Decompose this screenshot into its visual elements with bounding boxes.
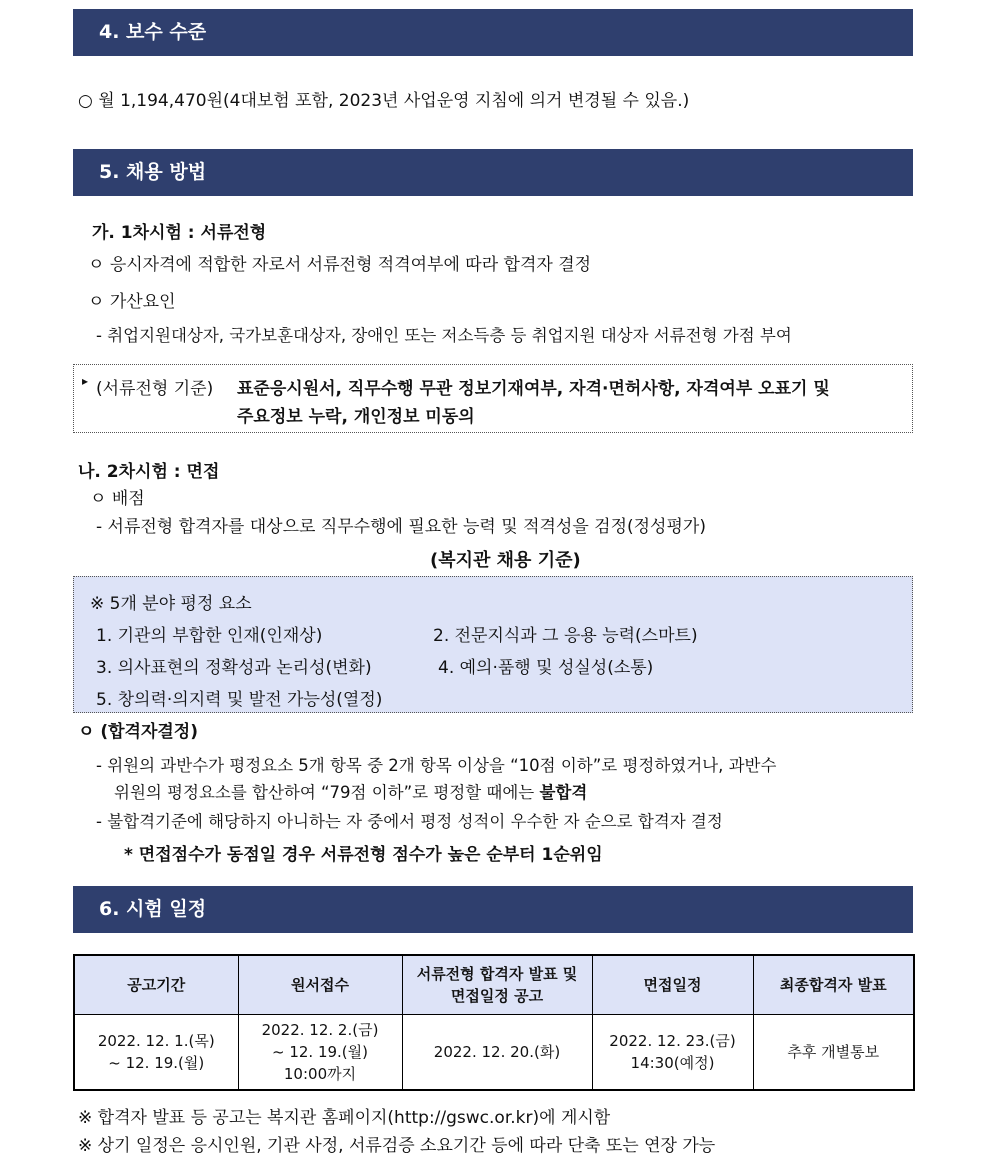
header-document-result: 서류전형 합격자 발표 및 면접일정 공고 (402, 955, 592, 1015)
criteria-line-2: 주요정보 누락, 개인정보 미동의 (237, 407, 475, 427)
cell-document-result: 2022. 12. 20.(화) (402, 1015, 592, 1091)
document-criteria-box (73, 364, 913, 433)
criteria-line-1: 표준응시원서, 직무수행 무관 정보기재여부, 자격·면허사항, 자격여부 오표기 및 (237, 379, 830, 399)
schedule-note-2: ※ 상기 일정은 응시인원, 기관 사정, 서류검증 소요기간 등에 따라 단축 또는 연장 가능 (78, 1136, 716, 1156)
criteria-item-2: 2. 전문지식과 그 응용 능력(스마트) (433, 626, 698, 646)
second-exam-line-1: ㅇ 배점 (90, 489, 145, 509)
pass-line-3: - 불합격기준에 해당하지 아니하는 자 중에서 평정 성적이 우수한 자 순으로 합격자 결정 (96, 812, 723, 831)
salary-line: ○ 월 1,194,470원(4대보험 포함, 2023년 사업운영 지침에 의거 변경될 수 있음.) (78, 91, 690, 111)
schedule-table (73, 954, 915, 1091)
cell-final-result: 추후 개별통보 (753, 1015, 914, 1091)
pass-line-2-text: 위원의 평정요소를 합산하여 “79점 이하”로 평정할 때에는 (114, 783, 540, 802)
fail-label: 불합격 (539, 783, 588, 802)
header-final-result: 최종합격자 발표 (753, 955, 914, 1015)
header-announcement-period: 공고기간 (74, 955, 238, 1015)
criteria-header: ※ 5개 분야 평정 요소 (90, 594, 252, 614)
criteria-item-1: 1. 기관의 부합한 인재(인재상) (96, 626, 323, 646)
first-exam-title: 가. 1차시험 : 서류전형 (92, 223, 267, 243)
section-4-header: 4. 보수 수준 (73, 9, 913, 56)
pass-line-2 (114, 779, 587, 803)
second-exam-title: 나. 2차시험 : 면접 (78, 462, 220, 482)
arrow-marker-icon: ▸ (82, 374, 89, 388)
header-interview-date: 면접일정 (592, 955, 753, 1015)
criteria-item-5: 5. 창의력·의지력 및 발전 가능성(열정) (96, 690, 383, 710)
first-exam-line-2: ㅇ 가산요인 (88, 292, 176, 312)
schedule-header-row (74, 955, 914, 1015)
criteria-item-4: 4. 예의·품행 및 성실성(소통) (438, 658, 654, 678)
criteria-prefix: (서류전형 기준) (96, 379, 214, 399)
pass-line-1: - 위원의 과반수가 평정요소 5개 항목 중 2개 항목 이상을 “10점 이하”로 평정하였거나, 과반수 (96, 756, 777, 775)
cell-announcement-period: 2022. 12. 1.(목) ~ 12. 19.(월) (74, 1015, 238, 1091)
hiring-criteria-title: (복지관 채용 기준) (430, 550, 581, 571)
schedule-note-1: ※ 합격자 발표 등 공고는 복지관 홈페이지(http://gswc.or.kr)에 게시함 (78, 1108, 611, 1128)
header-application: 원서접수 (238, 955, 402, 1015)
evaluation-criteria-box (73, 576, 913, 713)
cell-interview-date: 2022. 12. 23.(금) 14:30(예정) (592, 1015, 753, 1091)
second-exam-line-2: - 서류전형 합격자를 대상으로 직무수행에 필요한 능력 및 적격성을 검정(정성평가) (96, 517, 706, 537)
first-exam-line-1: ㅇ 응시자격에 적합한 자로서 서류전형 적격여부에 따라 합격자 결정 (88, 255, 592, 275)
section-6-header: 6. 시험 일정 (73, 886, 913, 933)
first-exam-line-3: - 취업지원대상자, 국가보훈대상자, 장애인 또는 저소득층 등 취업지원 대상자 서류전형 가점 부여 (96, 326, 792, 345)
tie-break-note: * 면접점수가 동점일 경우 서류전형 점수가 높은 순부터 1순위임 (124, 845, 603, 865)
section-5-header: 5. 채용 방법 (73, 149, 913, 196)
table-row (74, 1015, 914, 1091)
cell-application: 2022. 12. 2.(금) ~ 12. 19.(월) 10:00까지 (238, 1015, 402, 1091)
criteria-item-3: 3. 의사표현의 정확성과 논리성(변화) (96, 658, 372, 678)
pass-decision-title: ㅇ (합격자결정) (78, 722, 198, 742)
